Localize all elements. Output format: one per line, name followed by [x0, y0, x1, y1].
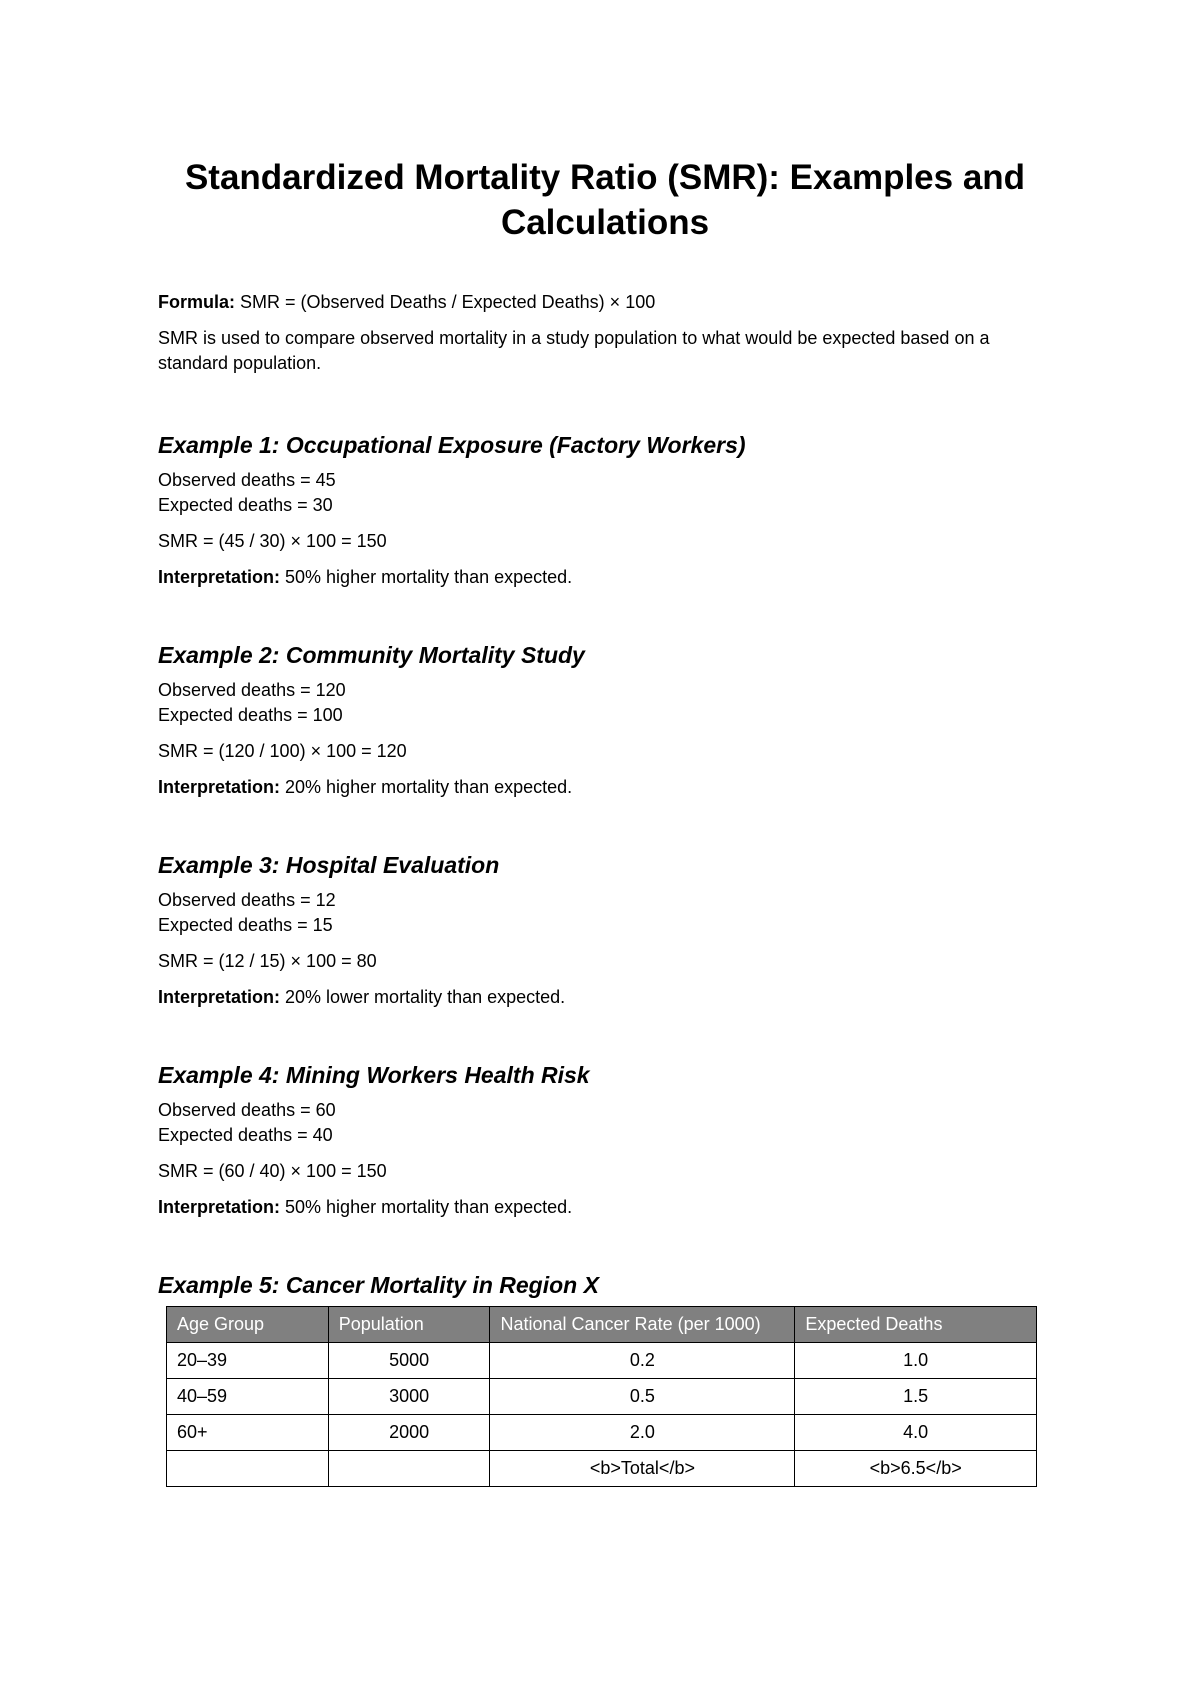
header-expected-deaths: Expected Deaths [795, 1307, 1037, 1343]
table-row [167, 1379, 1037, 1415]
cell-population: 3000 [328, 1379, 490, 1415]
example-4-heading: Example 4: Mining Workers Health Risk [158, 1062, 590, 1088]
example-4-smr: SMR = (60 / 40) × 100 = 150 [158, 1161, 387, 1181]
cell-age-group: 60+ [167, 1415, 329, 1451]
cell-total-value: <b>6.5</b> [795, 1451, 1037, 1487]
cell-rate: 0.5 [490, 1379, 795, 1415]
example-1-interpretation [158, 565, 1052, 590]
example-5 [158, 1270, 1052, 1487]
cell-age-group: 40–59 [167, 1379, 329, 1415]
interpretation-label: Interpretation: [158, 987, 281, 1007]
example-5-heading: Example 5: Cancer Mortality in Region X [158, 1272, 599, 1298]
cell-population: 2000 [328, 1415, 490, 1451]
example-3-observed: Observed deaths = 12 [158, 890, 336, 910]
example-1-smr: SMR = (45 / 30) × 100 = 150 [158, 531, 387, 551]
example-1-observed: Observed deaths = 45 [158, 470, 336, 490]
interpretation-label: Interpretation: [158, 567, 281, 587]
cell-age-group: 20–39 [167, 1343, 329, 1379]
example-2-heading: Example 2: Community Mortality Study [158, 642, 585, 668]
formula-line [158, 290, 1052, 315]
interpretation-text: 20% higher mortality than expected. [280, 777, 573, 797]
example-4-expected: Expected deaths = 40 [158, 1125, 333, 1145]
expected-deaths-table [166, 1306, 1037, 1487]
example-1-heading: Example 1: Occupational Exposure (Factory Workers) [158, 432, 746, 458]
example-1-expected: Expected deaths = 30 [158, 495, 333, 515]
example-4-observed: Observed deaths = 60 [158, 1100, 336, 1120]
interpretation-text: 50% higher mortality than expected. [280, 1197, 573, 1217]
table-total-row [167, 1451, 1037, 1487]
example-1 [158, 430, 1052, 590]
cell-population: 5000 [328, 1343, 490, 1379]
cell-population [328, 1451, 490, 1487]
cell-rate: 0.2 [490, 1343, 795, 1379]
formula-label: Formula: [158, 292, 236, 312]
example-2-smr: SMR = (120 / 100) × 100 = 120 [158, 741, 407, 761]
example-4 [158, 1060, 1052, 1220]
intro-paragraph: SMR is used to compare observed mortality in a study population to what would be expected based on a standard population. [158, 328, 990, 373]
interpretation-label: Interpretation: [158, 777, 281, 797]
header-population: Population [328, 1307, 490, 1343]
cell-expected-deaths: 1.0 [795, 1343, 1037, 1379]
example-3-expected: Expected deaths = 15 [158, 915, 333, 935]
table-row [167, 1343, 1037, 1379]
interpretation-text: 20% lower mortality than expected. [280, 987, 566, 1007]
example-3-smr: SMR = (12 / 15) × 100 = 80 [158, 951, 377, 971]
document-page [158, 155, 1052, 1487]
cell-expected-deaths: 4.0 [795, 1415, 1037, 1451]
example-2-interpretation [158, 775, 1052, 800]
page-title: Standardized Mortality Ratio (SMR): Examples and Calculations [184, 158, 1026, 242]
cell-age-group [167, 1451, 329, 1487]
example-3 [158, 850, 1052, 1010]
example-4-interpretation [158, 1195, 1052, 1220]
interpretation-text: 50% higher mortality than expected. [280, 567, 573, 587]
example-2-observed: Observed deaths = 120 [158, 680, 346, 700]
header-age-group: Age Group [167, 1307, 329, 1343]
example-2-expected: Expected deaths = 100 [158, 705, 343, 725]
cell-total-label: <b>Total</b> [490, 1451, 795, 1487]
cell-rate: 2.0 [490, 1415, 795, 1451]
table-row [167, 1415, 1037, 1451]
example-2 [158, 640, 1052, 800]
cell-expected-deaths: 1.5 [795, 1379, 1037, 1415]
example-3-interpretation [158, 985, 1052, 1010]
header-national-cancer-rate: National Cancer Rate (per 1000) [490, 1307, 795, 1343]
example-3-heading: Example 3: Hospital Evaluation [158, 852, 500, 878]
formula-text: SMR = (Observed Deaths / Expected Deaths) × 100 [235, 292, 656, 312]
table-header-row [167, 1307, 1037, 1343]
interpretation-label: Interpretation: [158, 1197, 281, 1217]
